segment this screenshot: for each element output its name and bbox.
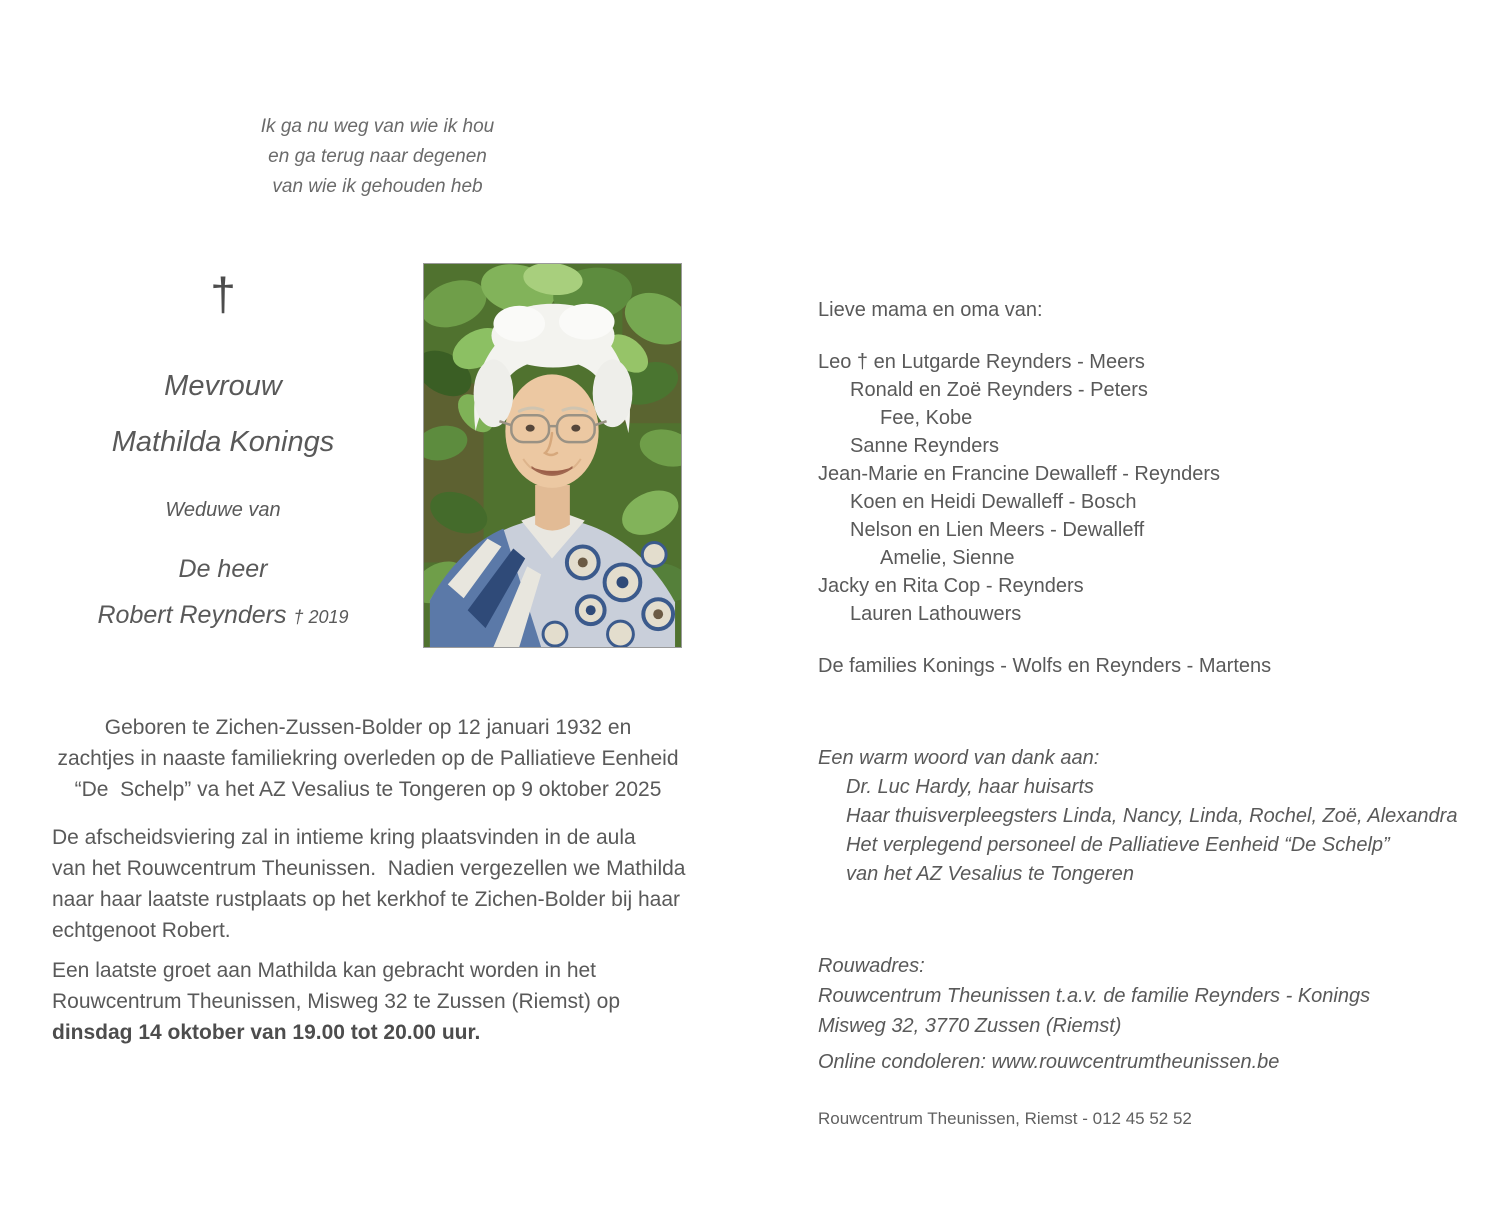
family-member: Jacky en Rita Cop - Reynders [818,575,1084,597]
deceased-title-block [38,268,408,634]
family-member: Fee, Kobe [880,407,973,429]
spouse-name-text: Robert Reynders [97,601,287,629]
spouse-death-year: † 2019 [293,607,349,627]
family-intro: Lieve mama en oma van: [818,299,1043,321]
portrait-photo [423,263,682,648]
paragraph-line: Een laatste groet aan Mathilda kan gebracht worden in het [52,959,597,982]
cross-icon: † [210,268,236,320]
mourning-address-block [818,951,1498,1041]
thanks-intro: Een warm woord van dank aan: [818,747,1100,769]
thanks-line: Het verplegend personeel de Palliatieve Eenheid “De Schelp” [846,834,1390,856]
mourning-address-line: Misweg 32, 3770 Zussen (Riemst) [818,1015,1122,1037]
ceremony-paragraph [52,822,714,946]
families-line: De families Konings - Wolfs en Reynders - Martens [818,655,1272,677]
family-member: Amelie, Sienne [880,547,1015,569]
online-condolence-line: Online condoleren: www.rouwcentrumtheunissen.be [818,1051,1280,1073]
paragraph-line: “De Schelp” va het AZ Vesalius te Tongeren op 9 oktober 2025 [74,778,662,801]
deceased-salutation: Mevrouw [164,370,282,402]
birth-death-paragraph [42,712,694,805]
paragraph-line: van het Rouwcentrum Theunissen. Nadien vergezellen we Mathilda [52,857,686,880]
poem-line: van wie ik gehouden heb [272,176,483,197]
thanks-line: Haar thuisverpleegsters Linda, Nancy, Linda, Rochel, Zoë, Alexandra [846,805,1458,827]
spouse-title: De heer [178,555,268,583]
family-member: Ronald en Zoë Reynders - Peters [850,379,1148,401]
spouse-name [38,598,408,634]
funeral-home-footer: Rouwcentrum Theunissen, Riemst - 012 45 52 52 [818,1109,1192,1128]
mourning-address-line: Rouwcentrum Theunissen t.a.v. de familie Reynders - Konings [818,985,1371,1007]
visitation-datetime: dinsdag 14 oktober van 19.00 tot 20.00 uur. [52,1021,481,1044]
mourning-address-label: Rouwadres: [818,955,925,977]
poem-line: en ga terug naar degenen [268,146,487,167]
portrait-illustration [424,264,681,647]
family-list [818,348,1378,628]
thanks-line: van het AZ Vesalius te Tongeren [846,863,1134,885]
paragraph-line: Rouwcentrum Theunissen, Misweg 32 te Zussen (Riemst) op [52,990,621,1013]
family-member: Jean-Marie en Francine Dewalleff - Reynders [818,463,1221,485]
family-member: Lauren Lathouwers [850,603,1022,625]
family-member: Nelson en Lien Meers - Dewalleff [850,519,1145,541]
paragraph-line: echtgenoot Robert. [52,919,231,942]
greeting-paragraph [52,955,714,1048]
poem [120,112,635,202]
poem-line: Ik ga nu weg van wie ik hou [260,116,495,137]
family-member: Leo † en Lutgarde Reynders - Meers [818,351,1145,373]
deceased-name: Mathilda Konings [111,426,335,458]
widow-label: Weduwe van [165,499,281,521]
paragraph-line: zachtjes in naaste familiekring overleden op de Palliatieve Eenheid [57,747,679,770]
family-member: Koen en Heidi Dewalleff - Bosch [850,491,1137,513]
thanks-line: Dr. Luc Hardy, haar huisarts [846,776,1094,798]
paragraph-line: De afscheidsviering zal in intieme kring plaatsvinden in de aula [52,826,636,849]
thanks-block [818,744,1498,889]
family-member: Sanne Reynders [850,435,999,457]
paragraph-line: Geboren te Zichen-Zussen-Bolder op 12 januari 1932 en [104,716,632,739]
paragraph-line: naar haar laatste rustplaats op het kerkhof te Zichen-Bolder bij haar [52,888,681,911]
